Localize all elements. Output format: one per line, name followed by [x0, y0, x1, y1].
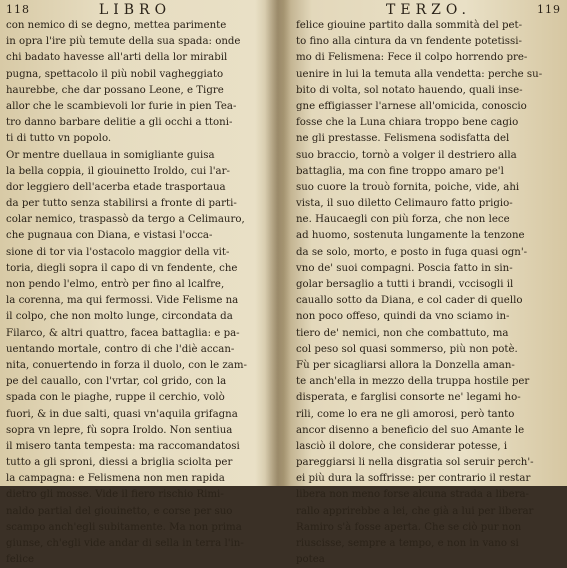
left-running-head: LIBRO: [98, 2, 172, 18]
left-page-text-line: colar nemico, traspassò da tergo a Celimauro,: [6, 214, 245, 226]
right-page-text-line: non poco offeso, quindi da vno sciamo in-: [296, 311, 510, 323]
right-page-text-line: cauallo sotto da Diana, e col cader di quello: [296, 295, 523, 307]
right-page-text-line: rallo apprirebbe a lei, che già a lui per liberar: [296, 505, 534, 517]
right-page-text: [296, 18, 563, 568]
left-page-text-line: felice: [6, 554, 35, 566]
left-page-text-line: Filarco, & altri quattro, facea battaglia: e pa-: [6, 327, 240, 339]
left-page-text-line: dor leggiero dell'acerba etade trasportaua: [6, 181, 226, 193]
right-page-text-line: libera non meno forse alcuna strada a libera-: [296, 489, 529, 501]
right-page-text-line: ancor disenno a beneficio del suo Amante le: [296, 424, 525, 436]
right-page-text-line: uenire in lui la temuta alla vendetta: perche su-: [296, 68, 543, 80]
left-page-text-line: in opra l'ire più temute della sua spada: onde: [6, 36, 241, 48]
right-page-text-line: riuscisse, sempre a tempo, e non in vano si: [296, 538, 519, 549]
right-page-text-line: da se solo, morto, e posto in fuga quasi ogn'-: [296, 246, 528, 258]
left-page-text-line: giunse, ch'egli vide andar di sella in terra l'in-: [6, 538, 244, 549]
left-page-text-line: tro danno barbare delitie a gli occhi a ttoni-: [6, 117, 233, 129]
left-page-text-line: scampo anch'egli subitamente. Ma non prima: [6, 521, 242, 533]
left-page-text-line: la campagna: e Felismena non men rapida: [6, 473, 225, 485]
left-page-text-line: haurebbe, che dar possano Leone, e Tigre: [6, 84, 224, 96]
left-page-text-line: spada con le piaghe, ruppe il cerchio, volò: [6, 392, 225, 404]
left-page-text-line: fuori, & in due salti, quasi vn'aquila grifagna: [6, 408, 238, 420]
left-page-text-line: Or mentre duellaua in somigliante guisa: [6, 149, 215, 161]
right-page-header: [296, 2, 561, 18]
right-page-text-line: rili, come lo era ne gli amorosi, però tanto: [296, 408, 515, 420]
right-page-text-line: lasciò il dolore, che considerar potesse, i: [296, 440, 508, 452]
left-page-text-line: non pendo l'elmo, entrò per fino al lcalfre,: [6, 279, 225, 290]
right-page-text-line: potea: [296, 554, 325, 566]
left-page-text-line: la bella coppia, il giouinetto Iroldo, cui l'ar-: [6, 165, 230, 177]
right-page-text-line: fosse che la Luna chiara troppo bene cagio: [296, 117, 519, 129]
right-page-text-line: felice giouine partito dalla sommità del pet-: [296, 20, 523, 31]
left-page-text-line: uentando mortale, contro di che l'diè accan-: [6, 343, 235, 355]
left-page-text-line: pe del cauallo, con l'vrtar, col grido, con la: [6, 376, 227, 388]
left-page-text-line: ti di tutto vn popolo.: [6, 133, 112, 145]
left-page-text-line: chi badato havesse all'arti della lor mirabil: [6, 52, 228, 64]
right-page-text-line: Fù per sicagliarsi allora la Donzella aman-: [296, 359, 515, 371]
right-page-text-line: pareggiarsi li nella disgratia sol seruir perch'-: [296, 457, 534, 469]
left-page-header: [6, 2, 264, 18]
right-page-text-line: ad huomo, sostenuta lungamente la tenzone: [296, 230, 525, 242]
right-page-text-line: te anch'ella in mezzo della truppa hostile per: [296, 376, 530, 388]
left-page-text-line: il misero tanta tempesta: ma raccomandatosi: [6, 440, 240, 452]
right-page-text-line: Ramiro s'à fosse aperta. Che se ciò pur non: [296, 521, 522, 533]
left-page-text-line: sione di tor via l'ostacolo maggior della vit-: [6, 246, 230, 258]
right-page-text-line: ei più dura la soffrisse: per contrario il restar: [296, 473, 531, 485]
right-page-text-line: mo di Felismena: Fece il colpo horrendo pre-: [296, 52, 528, 64]
left-page-text-line: pugna, spettacolo il più nobil vagheggiato: [6, 68, 224, 80]
left-page-text-line: naldo partial del giouinetto, e corse per suo: [6, 505, 233, 517]
right-running-head: TERZO.: [386, 2, 471, 18]
left-page-number: 118: [6, 3, 30, 16]
right-page-text-line: suo braccio, tornò a volger il destriero alla: [296, 149, 517, 161]
right-page-text-line: tiero de' nemici, non che combattuto, ma: [296, 327, 509, 339]
left-page-text-line: che pugnaua con Diana, e vistasi l'occa-: [6, 230, 213, 242]
right-page-text-line: suo cuore la trouò fornita, poiche, vide, ahi: [296, 181, 520, 193]
right-page-text-line: vista, il suo diletto Celimauro fatto prigio-: [296, 198, 513, 210]
right-page-text-line: to fino alla cintura da vn fendente potetissi-: [296, 36, 522, 48]
right-page-text-line: gne effigiasser l'arnese all'omicida, conoscio: [296, 100, 527, 112]
left-page-text: [6, 18, 266, 568]
left-page-text-line: toria, diegli sopra il capo di vn fendente, che: [6, 262, 238, 274]
left-page-text-line: dietro gli mosse. Vide il fiero rischio Rimi-: [6, 489, 224, 501]
left-page-text-line: da per tutto senza stabilirsi a fronte di parti-: [6, 198, 237, 210]
left-page-text-line: allor che le scambievoli lor furie in pien Tea-: [6, 100, 237, 112]
left-page-text-line: nita, conuertendo in forza il duolo, con le zam-: [6, 359, 247, 371]
right-page-text-line: disperata, e farglisi consorte ne' legami ho-: [296, 392, 521, 404]
right-page-text-line: ne. Haucaegli con più forza, che non lece: [296, 214, 510, 226]
right-page-text-line: bito di volta, sol notato hauendo, quali inse-: [296, 84, 523, 96]
right-page-text-line: golar bersaglio a tutti i brandi, vccisogli il: [296, 279, 514, 290]
right-page-number: 119: [537, 3, 561, 16]
right-page-text-line: ne gli prestasse. Felismena sodisfatta del: [296, 133, 510, 145]
left-page-text-line: la corenna, ma qui fermossi. Vide Felisme na: [6, 295, 239, 307]
right-page-text-line: battaglia, ma con fine troppo amaro pe'l: [296, 165, 504, 177]
right-page-text-line: col peso sol quasi sommerso, più non potè.: [296, 343, 518, 355]
right-page: [290, 0, 567, 566]
left-page-text-line: sopra vn lepre, fù sopra Iroldo. Non sentiua: [6, 424, 233, 436]
right-page-text-line: vno de' suoi compagni. Poscia fatto in sin-: [296, 262, 513, 274]
left-page: [0, 0, 270, 566]
left-page-text-line: con nemico di se degno, mettea parimente: [6, 20, 227, 31]
left-page-text-line: il colpo, che non molto lunge, circondata da: [6, 311, 233, 323]
left-page-text-line: tutto a gli sproni, diessi a briglia sciolta per: [6, 457, 233, 469]
